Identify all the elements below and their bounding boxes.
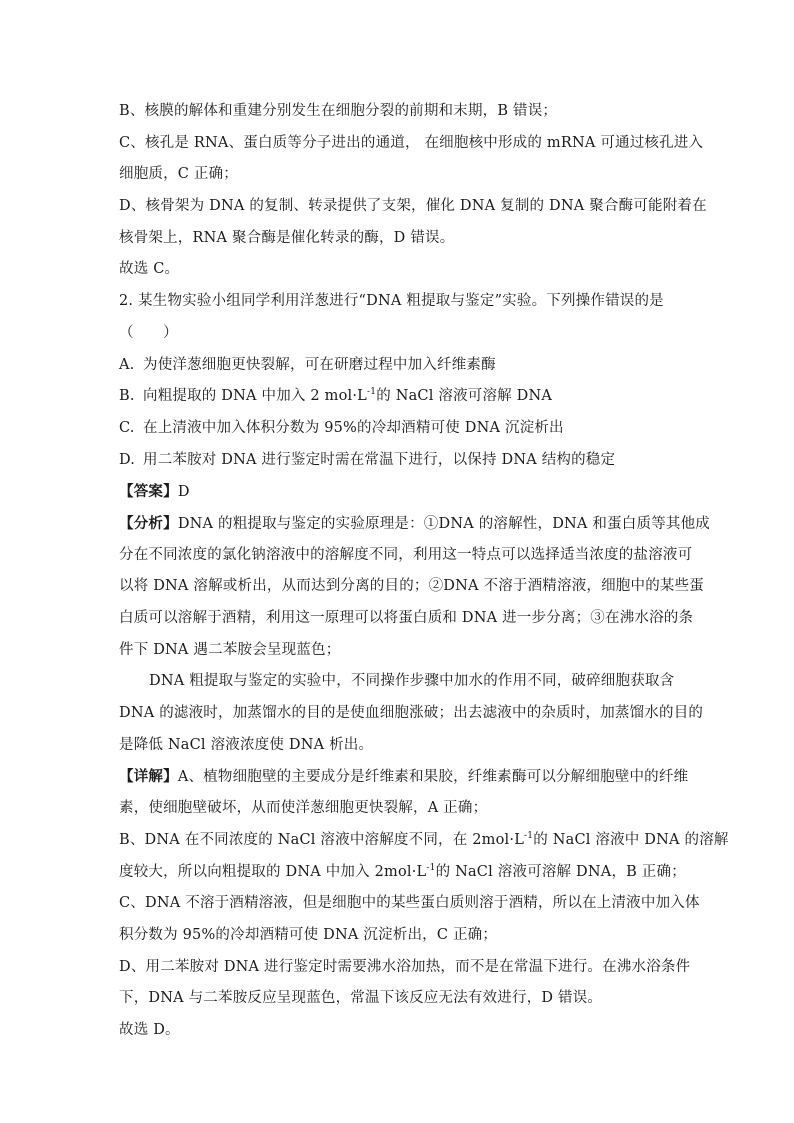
question-stem-text: 某生物实验小组同学利用洋葱进行“DNA 粗提取与鉴定”实验。下列操作错误的是 — [133, 293, 664, 310]
detail-text: A、植物细胞壁的主要成分是纤维素和果胶，纤维素酶可以分解细胞壁中的纤维 — [177, 769, 689, 786]
question-number: 2. — [119, 293, 134, 310]
explanation-conclusion: 故选 C。 — [119, 261, 180, 278]
option-c — [119, 413, 679, 445]
analysis-label: 【分析】 — [119, 514, 178, 532]
question-stem — [119, 286, 679, 318]
explanation-line-b: B、核膜的解体和重建分别发生在细胞分裂的前期和末期，B 错误； — [119, 103, 558, 119]
superscript: -1 — [524, 830, 534, 841]
option-text: 用二苯胺对 DNA 进行鉴定时需在常温下进行，以保持 DNA 结构的稳定 — [143, 451, 616, 468]
option-letter: B. — [119, 388, 135, 405]
detail-line-b1 — [119, 825, 729, 857]
question-stem-bracket: （ ） — [119, 324, 178, 341]
answer-line — [119, 476, 679, 508]
option-text: 在上清液中加入体积分数为 95%的冷却酒精可使 DNA 沉淀析出 — [143, 419, 564, 436]
superscript: -1 — [426, 862, 436, 873]
option-letter: A. — [119, 356, 135, 373]
option-a — [119, 350, 679, 382]
explanation-line-d1: D、核骨架为 DNA 的复制、转录提供了支架，催化 DNA 复制的 DNA 聚合酶可能附着在 — [119, 198, 707, 215]
option-letter: C. — [119, 419, 135, 436]
detail-line-c2: 积分数为 95%的冷却酒精可使 DNA 沉淀析出，C 正确； — [119, 926, 498, 943]
option-letter: D. — [119, 451, 136, 468]
detail-line-d1: D、用二苯胺对 DNA 进行鉴定时需要沸水浴加热，而不是在常温下进行。在沸水浴条件 — [119, 958, 691, 975]
option-d — [119, 445, 679, 477]
analysis-line-6: DNA 粗提取与鉴定的实验中，不同操作步骤中加水的作用不同，破碎细胞获取含 — [149, 673, 675, 690]
analysis-text: DNA 的粗提取与鉴定的实验原理是：①DNA 的溶解性，DNA 和蛋白质等其他成 — [177, 515, 710, 532]
analysis-line-2: 分在不同浓度的氯化钠溶液中的溶解度不同，利用这一特点可以选择适当浓度的盐溶液可 — [119, 546, 693, 563]
detail-text-tail: 的 NaCl 溶液可溶解 DNA，B 正确； — [435, 863, 686, 880]
analysis-line-3: 以将 DNA 溶解或析出，从而达到分离的目的；②DNA 不溶于酒精溶液，细胞中的某些蛋 — [119, 578, 704, 595]
option-text-tail: 的 NaCl 溶液可溶解 DNA — [376, 388, 553, 405]
explanation-line-c2: 细胞质，C 正确； — [119, 166, 239, 183]
option-b — [119, 381, 679, 413]
detail-text: 度较大，所以向粗提取的 DNA 中加入 2mol·L — [119, 863, 427, 880]
detail-line-d2: 下，DNA 与二苯胺反应呈现蓝色，常温下该反应无法有效进行，D 错误。 — [119, 990, 603, 1007]
explanation-line-d2: 核骨架上，RNA 聚合酶是催化转录的酶，D 错误。 — [119, 229, 455, 246]
detail-conclusion: 故选 D。 — [119, 1021, 180, 1038]
answer-value: D — [177, 484, 190, 501]
analysis-line-4: 白质可以溶解于酒精，利用这一原理可以将蛋白质和 DNA 进一步分离；③在沸水浴的条 — [119, 610, 694, 626]
detail-label: 【详解】 — [119, 768, 178, 786]
answer-label: 【答案】 — [119, 483, 178, 501]
analysis-line-8: 是降低 NaCl 溶液浓度使 DNA 析出。 — [119, 736, 374, 753]
explanation-line-c1: C、核孔是 RNA、蛋白质等分子进出的通道， 在细胞核中形成的 mRNA 可通过核孔进入 — [119, 134, 704, 151]
detail-line-a2: 素，使细胞壁破坏，从而使洋葱细胞更快裂解，A 正确； — [119, 800, 488, 817]
superscript: -1 — [367, 387, 377, 398]
detail-text: B、DNA 在不同浓度的 NaCl 溶液中溶解度不同，在 2mol·L — [119, 831, 525, 848]
detail-line-b2 — [119, 857, 686, 889]
option-text: 向粗提取的 DNA 中加入 2 mol·L — [143, 388, 368, 405]
analysis-line-1 — [119, 508, 710, 540]
detail-line-a1 — [119, 761, 689, 793]
document-page — [119, 96, 729, 1047]
detail-text-tail: 的 NaCl 溶液中 DNA 的溶解 — [533, 831, 729, 848]
analysis-line-5: 件下 DNA 遇二苯胺会呈现蓝色； — [119, 641, 341, 658]
option-text: 为使洋葱细胞更快裂解，可在研磨过程中加入纤维素酶 — [143, 356, 496, 373]
analysis-line-7: DNA 的滤液时，加蒸馏水的目的是使血细胞涨破；出去滤液中的杂质时，加蒸馏水的目的 — [119, 705, 704, 722]
detail-line-c1: C、DNA 不溶于酒精溶液，但是细胞中的某些蛋白质则溶于酒精，所以在上清液中加入体 — [119, 895, 700, 912]
